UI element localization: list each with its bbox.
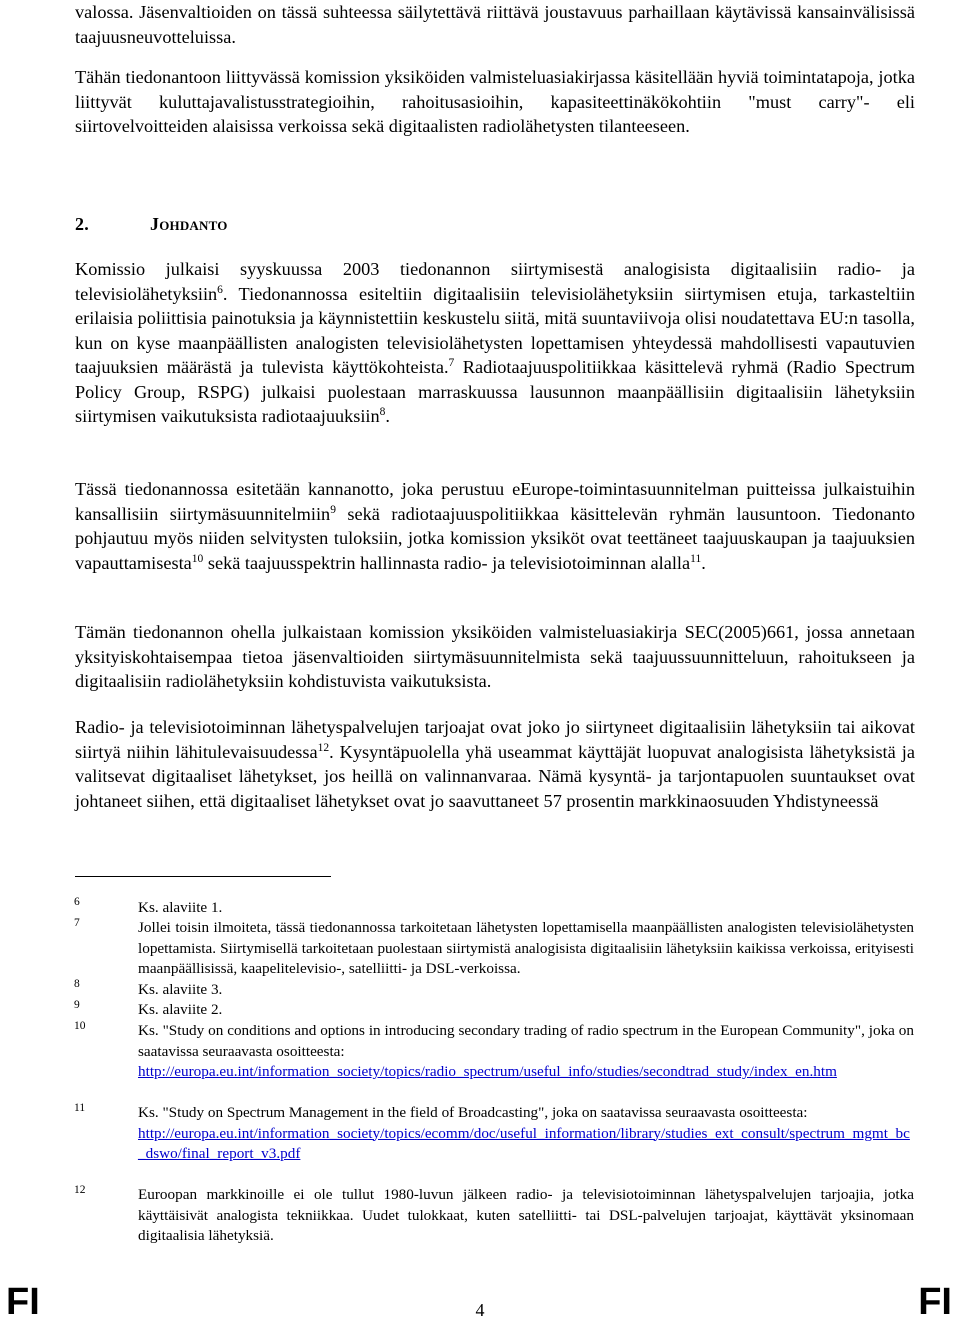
footnote-number: 6 bbox=[74, 896, 80, 908]
paragraph-working-document bbox=[75, 65, 915, 139]
paragraph-position bbox=[75, 477, 915, 575]
paragraph-text: sekä radiotaajuuspolitiikkaa käsittelevän ryhmän lausuntoon. Tiedonanto pohjautuu myös niiden selvitysten tuloksiin, jotka komission yksiköt ovat teettäneet taajuuskaupan ja taajuuksien vapauttamisesta bbox=[75, 503, 915, 573]
footnote-ref: 12 bbox=[317, 741, 330, 754]
footnote-text bbox=[138, 898, 914, 919]
paragraph-broadcasters bbox=[75, 715, 915, 813]
paragraph-text: Radiotaajuuspolitiikkaa käsittelevä ryhmä (Radio Spectrum Policy Group, RSPG) julkaisi puolestaan marraskuussa lausunnon maanpäällisiin digitaalisiin lähetyksiin siirtymisen vaikutuksista radiotaajuuksiin bbox=[75, 357, 915, 426]
footnote-link[interactable]: http://europa.eu.int/information_society/topics/radio_spectrum/useful_info/studies/secondtrad_study/index_en.htm bbox=[138, 1063, 837, 1081]
footnote-ref: 9 bbox=[330, 503, 336, 516]
footnote-text bbox=[138, 1185, 914, 1247]
footnote-body: Ks. "Study on conditions and options in introducing secondary trading of radio spectrum in the European Community", joka on saatavissa seuraavasta osoitteesta: bbox=[138, 1022, 914, 1060]
footnote-text bbox=[138, 1000, 914, 1021]
footnote-number: 12 bbox=[74, 1184, 86, 1196]
paragraph-text: Komissio julkaisi syyskuussa 2003 tiedonannon siirtymisestä analogisista digitaalisiin radio- ja televisiolähetyksiin bbox=[75, 259, 915, 304]
footnote-ref: 7 bbox=[448, 357, 455, 369]
paragraph-continued bbox=[75, 0, 915, 49]
footnote-separator bbox=[75, 876, 331, 877]
footnote-ref: 8 bbox=[379, 406, 386, 418]
section-title: Johdanto bbox=[150, 214, 228, 234]
footnote-number: 8 bbox=[74, 978, 80, 990]
footer-language-left: FI bbox=[6, 1281, 40, 1323]
paragraph-staff-document bbox=[75, 620, 915, 694]
paragraph-introduction bbox=[75, 257, 915, 429]
paragraph-text: . bbox=[385, 406, 390, 426]
footnote-text bbox=[138, 980, 914, 1001]
footnote-body: Euroopan markkinoille ei ole tullut 1980-luvun jälkeen radio- ja televisiotoiminnan lähetyspalvelujen tarjoajia, jotka käyttäisivät analogista tekniikkaa. Uudet tulokkaat, kuten satelliitti- tai DSL-palvelujen tarjoajat, käyttävät yksinomaan digitaalisia lähetyksiä. bbox=[138, 1186, 914, 1245]
footnote-number: 9 bbox=[74, 999, 80, 1011]
footnote-body: Ks. alaviite 2. bbox=[138, 1001, 223, 1018]
footnote-body: Ks. alaviite 1. bbox=[138, 899, 223, 916]
footnote-body: Jollei toisin ilmoiteta, tässä tiedonannossa tarkoitetaan lähetysten lopettamisella maanpäällisten analogisten televisiolähetysten lopettamista. Siirtymisellä tarkoitetaan puolestaan siirtymistä analogisista digitaalisiin lähetyksiin kaikissa verkoissa, erityisesti maanpäällisissä, kaapelitelevisio-, satelliitti- ja DSL-verkoissa. bbox=[138, 919, 914, 978]
paragraph-text: . Tiedonannossa esiteltiin digitaalisiin televisiolähetyksiin siirtymisen etuja, tarkasteltiin erilaisia poliittisia painotuksia ja käynnistettiin keskustelu siitä, mitä suuntaviivoja olisi noudatettava EU:n tasolla, kun on kyse maanpäällisten analogisten televisiolähetysten lopettamisen yhteydessä mahdollisesti vapautuvien taajuuksien määrästä ja tulevista käyttökohteista. bbox=[75, 283, 915, 377]
paragraph-text: . bbox=[701, 552, 706, 573]
paragraph-text: Tässä tiedonannossa esitetään kannanotto, joka perustuu eEurope-toimintasuunnitelman puitteissa julkaistuihin kansallisiin siirtymäsuunnitelmiin bbox=[75, 479, 915, 524]
footnote-text bbox=[138, 1021, 914, 1083]
footnote-ref: 10 bbox=[191, 552, 204, 565]
paragraph-text: Radio- ja televisiotoiminnan lähetyspalvelujen tarjoajat ovat joko jo siirtyneet digitaalisiin lähetyksiin tai aikovat siirtyä niihin lähitulevaisuudessa bbox=[75, 717, 915, 762]
paragraph-text: Tämän tiedonannon ohella julkaistaan komission yksiköiden valmisteluasiakirja SEC(2005)661, jossa annetaan yksityiskohtaisempaa tietoa jäsenvaltioiden siirtymäsuunnitelmista sekä taajuussuunnitteluun, rahoitukseen ja digitaalisiin radiolähetyksiin kohdistuvista vaikutuksista. bbox=[75, 622, 915, 691]
paragraph-text: . Kysyntäpuolella yhä useammat käyttäjät luopuvat analogisista lähetyksistä ja valitsevat digitaaliset lähetykset, jos heillä on valinnanvaraa. Nämä kysyntä- ja tarjontapuolen suuntaukset ovat johtaneet siihen, että digitaaliset lähetykset ovat jo saavuttaneet 57 prosentin markkinaosuuden Yhdistyneessä bbox=[75, 741, 915, 811]
footnote-ref: 11 bbox=[690, 552, 702, 565]
footnote-number: 11 bbox=[74, 1102, 86, 1114]
footnote-body: Ks. "Study on Spectrum Management in the field of Broadcasting", joka on saatavissa seuraavasta osoitteesta: bbox=[138, 1104, 808, 1121]
section-number: 2. bbox=[75, 214, 89, 234]
footnote-number: 7 bbox=[74, 917, 80, 929]
paragraph-text: valossa. Jäsenvaltioiden on tässä suhteessa säilytettävä riittävä joustavuus parhaillaan käytävissä kansainvälisissä taajuusneuvotteluissa. bbox=[75, 2, 915, 47]
footnote-text bbox=[138, 918, 914, 980]
footnote-body: Ks. alaviite 3. bbox=[138, 981, 223, 998]
paragraph-text: sekä taajuusspektrin hallinnasta radio- ja televisiotoiminnan alalla bbox=[203, 552, 691, 573]
footnote-link[interactable]: http://europa.eu.int/information_society/topics/ecomm/doc/useful_information/library/studies_ext_consult/spectrum_mgmt_bc_dswo/final_report_v3.pdf bbox=[138, 1124, 910, 1163]
page-number: 4 bbox=[475, 1300, 485, 1320]
footnote-ref: 6 bbox=[217, 283, 223, 296]
footer-language-right: FI bbox=[918, 1281, 952, 1323]
footnote-text bbox=[138, 1103, 914, 1165]
footnote-number: 10 bbox=[74, 1020, 86, 1032]
paragraph-text: Tähän tiedonantoon liittyvässä komission yksiköiden valmisteluasiakirjassa käsitellään hyviä toimintatapoja, jotka liittyvät kuluttajavalistusstrategioihin, rahoitusasioihin, kapasiteettinäkökohtiin "must carry"- eli siirtovelvoitteiden alaisissa verkoissa sekä digitaalisten radiolähetysten tilanteeseen. bbox=[75, 67, 915, 136]
section-heading bbox=[75, 214, 228, 235]
